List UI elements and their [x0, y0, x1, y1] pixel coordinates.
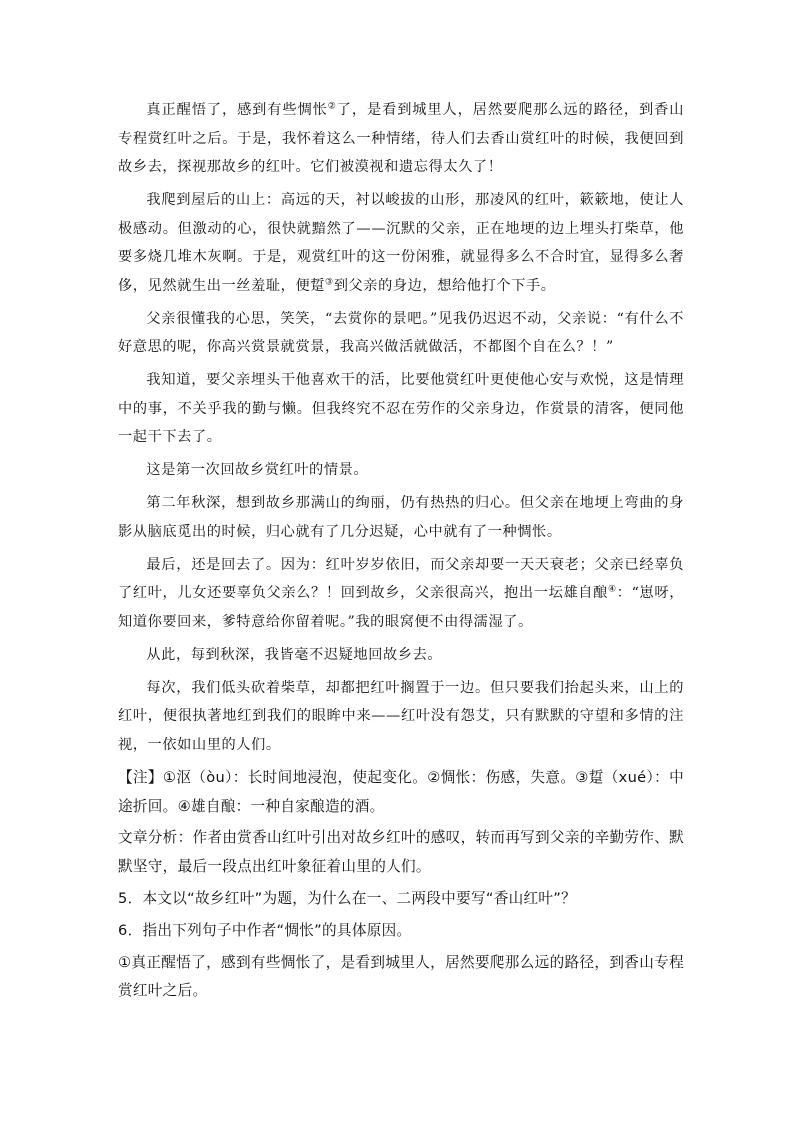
essay-paragraph-2: 我爬到屋后的山上：高远的天，衬以峻拔的山形，那凌风的红叶，簌簌地，使让人极感动。但激动的心，很快就黯然了——沉默的父亲，正在地埂的边上埋头打柴草，他要多烧几堆木灰啊。于是，观赏红叶的这一份闲雅，就显得多么不合时宜，显得多么奢侈，见然就生出一丝羞耻，便踅③到父亲的身边，想给他打个下手。 — [118, 192, 684, 294]
essay-paragraph-4: 我知道，要父亲埋头干他喜欢干的活，比要他赏红叶更使他心安与欢悦，这是情理中的事，不关乎我的勤与懒。但我终究不忍在劳作的父亲身边，作赏景的清客，便同他一起干下去了。 — [118, 372, 684, 446]
question-6: 6．指出下列句子中作者“惆怅”的具体原因。 — [118, 921, 412, 939]
essay-paragraph-5: 这是第一次回故乡赏红叶的情景。 — [146, 462, 369, 479]
footnote-marker: ② — [327, 101, 337, 112]
essay-paragraph-8: 从此，每到秋深，我皆毫不迟疑地回故乡去。 — [146, 646, 443, 663]
question-6-item-1: ①真正醒悟了，感到有些惆怅了，是看到城里人，居然要爬那么远的路径，到香山专程赏红叶之后。 — [118, 953, 684, 1000]
essay-paragraph-9: 每次，我们低头砍着柴草，却都把红叶搁置于一边。但只要我们抬起头来，山上的红叶，便很执著地红到我们的眼眸中来——红叶没有怨艾，只有默默的守望和多情的注视，一依如山里的人们。 — [118, 679, 684, 753]
footnote-marker: ③ — [325, 277, 334, 288]
essay-paragraph-3: 父亲很懂我的心思，笑笑，“去赏你的景吧。”见我仍迟迟不动，父亲说：“有什么不好意思的呢，你高兴赏景就赏景，我高兴做活就做活，不都图个自在么？！” — [118, 310, 684, 356]
question-5: 5．本文以“故乡红叶”为题，为什么在一、二两段中要写“香山红叶”？ — [118, 889, 577, 907]
essay-body — [118, 96, 684, 759]
annotation-note: 【注】①沤（òu）：长时间地浸泡，使起变化。②惆怅：伤感，失意。③踅（xué）：中途折回。④雄自酿：一种自家酿造的酒。 — [118, 768, 684, 815]
analysis-note: 文章分析：作者由赏香山红叶引出对故乡红叶的感叹，转而再写到父亲的辛勤劳作、默默坚守，最后一段点出红叶象征着山里的人们。 — [118, 829, 684, 876]
essay-paragraph-7: 最后，还是回去了。因为：红叶岁岁依旧，而父亲却要一天天衰老；父亲已经辜负了红叶，儿女还要辜负父亲么？！回到故乡，父亲很高兴，抱出一坛雄自酿④：“崽呀，知道你要回来，爹特意给你留着呢。”我的眼窝便不由得濡湿了。 — [118, 556, 684, 630]
notes-section — [118, 764, 684, 882]
questions-section — [118, 885, 684, 1006]
footnote-marker: ④ — [608, 584, 617, 595]
essay-paragraph-6: 第二年秋深，想到故乡那满山的绚丽，仍有热热的归心。但父亲在地埂上弯曲的身影从脑底觅出的时候，归心就有了几分迟疑，心中就有了一种惆怅。 — [118, 495, 684, 540]
essay-paragraph-1: 真正醒悟了，感到有些惆怅②了，是看到城里人，居然要爬那么远的路径，到香山专程赏红叶之后。于是，我怀着这么一种情绪，待人们去香山赏红叶的时候，我便回到故乡去，探视那故乡的红叶。它们被漠视和遗忘得太久了！ — [118, 101, 685, 176]
document-page — [118, 96, 684, 1009]
